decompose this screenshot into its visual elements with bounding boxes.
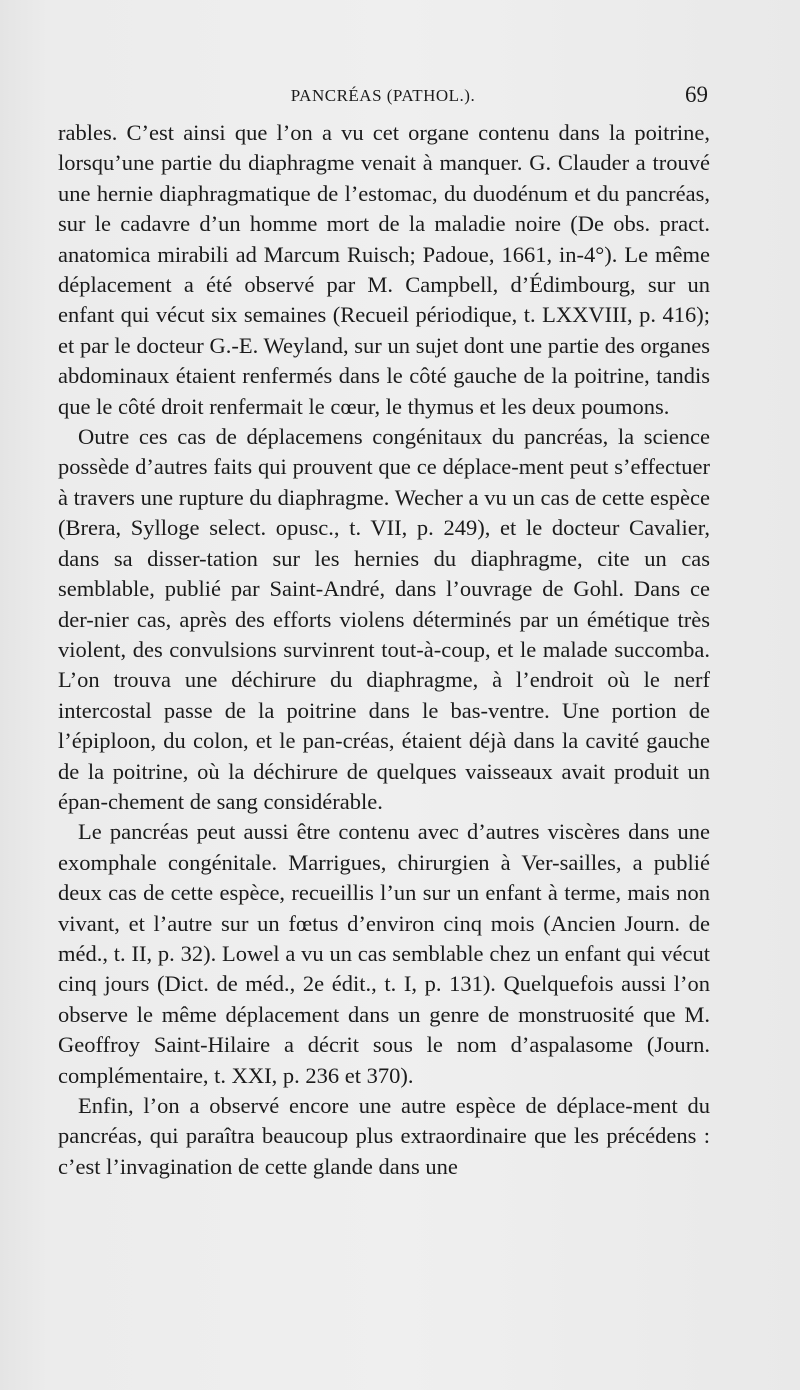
body-text [58, 118, 710, 1182]
paragraph-text: Enfin, l’on a observé encore une autre espèce de déplace-ment du pancréas, qui paraîtra beaucoup plus extraordinaire que les précédens : c’est l’invagination de cette glande dans une [58, 1093, 710, 1179]
paragraph-text: Outre ces cas de déplacemens congénitaux du pancréas, la science possède d’autres faits qui prouvent que ce déplace-ment peut s’effectuer à travers une rupture du diaphragme. Wecher a vu un cas de cette espèce (Brera, Sylloge select. opusc., t. VII, p. 249), et le docteur Cavalier, dans sa disser-tation sur les hernies du diaphragme, cite un cas semblable, publié par Saint-André, dans l’ouvrage de Gohl. Dans ce der-nier cas, après des efforts violens déterminés par un émétique très violent, des convulsions survinrent tout-à-coup, et le malade succomba. L’on trouva une déchirure du diaphragme, à l’endroit où le nerf intercostal passe de la poitrine dans le bas-ventre. Une portion de l’épiploon, du colon, et le pan-créas, étaient déjà dans la cavité gauche de la poitrine, où la déchirure de quelques vaisseaux avait produit un épan-chement de sang considérable. [58, 424, 710, 814]
paragraph [58, 817, 710, 1091]
paragraph-continuation [58, 118, 710, 422]
page-number: 69 [685, 82, 708, 107]
paragraph-text: rables. C’est ainsi que l’on a vu cet organe contenu dans la poitrine, lorsqu’une partie du diaphragme venait à manquer. G. Clauder a trouvé une hernie diaphragmatique de l’estomac, du duodénum et du pancréas, sur le cadavre d’un homme mort de la maladie noire (De obs. pract. anatomica mirabili ad Marcum Ruisch; Padoue, 1661, in-4°). Le même déplacement a été observé par M. Campbell, d’Édimbourg, sur un enfant qui vécut six semaines (Recueil périodique, t. LXXVIII, p. 416); et par le docteur G.-E. Weyland, sur un sujet dont une partie des organes abdominaux étaient renfermés dans le côté gauche de la poitrine, tandis que le côté droit renfermait le cœur, le thymus et les deux poumons. [58, 120, 710, 419]
paragraph [58, 422, 710, 817]
running-title: PANCRÉAS (PATHOL.). [290, 86, 476, 105]
paragraph [58, 1091, 710, 1182]
paragraph-text: Le pancréas peut aussi être contenu avec d’autres viscères dans une exomphale congénitale. Marrigues, chirurgien à Ver-sailles, a publié deux cas de cette espèce, recueillis l’un sur un enfant à terme, mais non vivant, et l’autre sur un fœtus d’environ cinq mois (Ancien Journ. de méd., t. II, p. 32). Lowel a vu un cas semblable chez un enfant qui vécut cinq jours (Dict. de méd., 2e édit., t. I, p. 131). Quelquefois aussi l’on observe le même déplacement dans un genre de monstruosité que M. Geoffroy Saint-Hilaire a décrit sous le nom d’aspalasome (Journ. complémentaire, t. XXI, p. 236 et 370). [58, 819, 710, 1088]
page-header [58, 82, 708, 116]
